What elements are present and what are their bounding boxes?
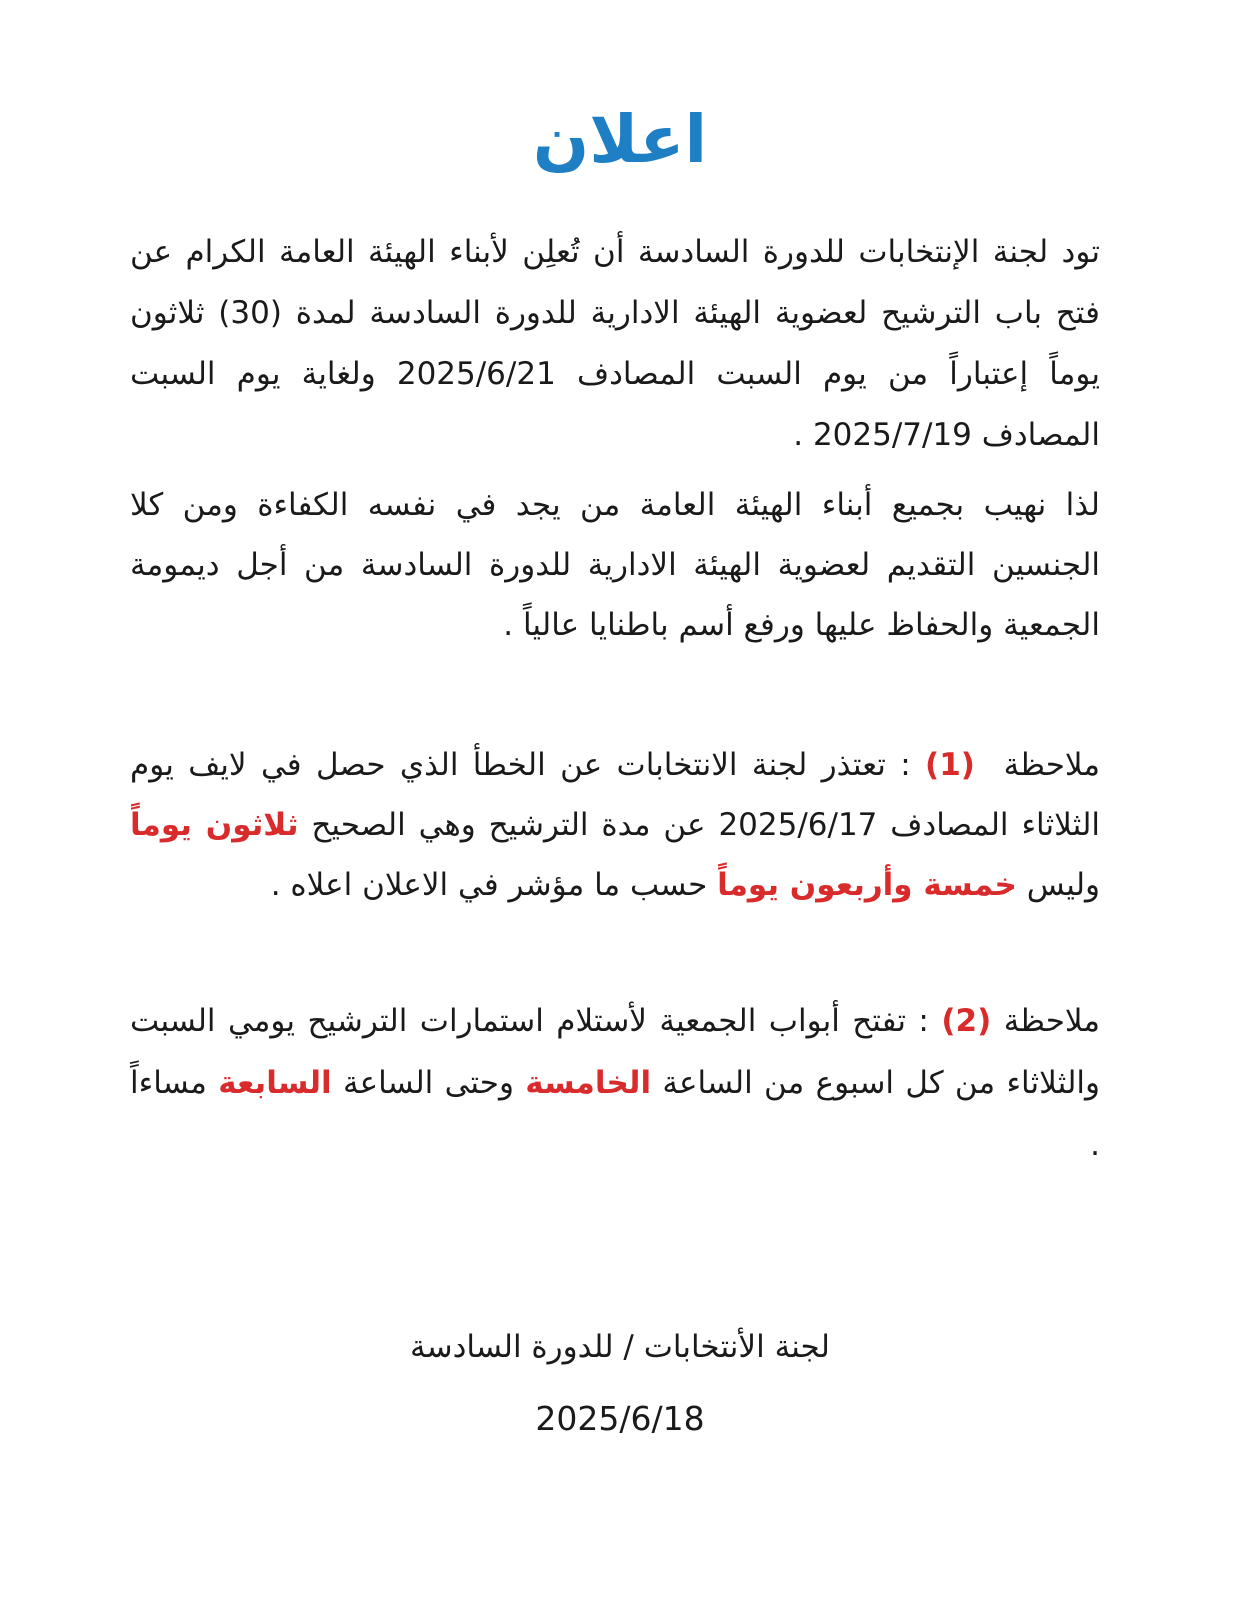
- note-2-text-b: وحتى الساعة: [342, 1065, 514, 1101]
- note-1-label: ملاحظة: [1003, 747, 1100, 783]
- note-1-text-a: : تعتذر لجنة الانتخابات عن الخطأ الذي حصل في لايف يوم الثلاثاء المصادف 2025/6/17 عن مدة الترشيح وهي الصحيح: [130, 747, 1100, 843]
- signature-date: 2025/6/18: [535, 1399, 705, 1438]
- note-1: [130, 735, 1100, 915]
- signature: لجنة الأنتخابات / للدورة السادسة: [410, 1329, 830, 1365]
- note-1-highlight-a: ثلاثون يوماً: [130, 807, 299, 843]
- note-1-text-b: وليس: [1026, 867, 1100, 903]
- note-2-highlight-b: السابعة: [218, 1065, 332, 1101]
- note-2-number: (2): [941, 1003, 992, 1039]
- note-2-label: ملاحظة: [1003, 1003, 1101, 1039]
- note-2-text-c: مساءاً .: [130, 1065, 1100, 1163]
- note-2-text-a: : تفتح أبواب الجمعية لأستلام استمارات الترشيح يومي السبت والثلاثاء من كل اسبوع من الساعة: [130, 1003, 1101, 1101]
- announcement-paragraph-1: تود لجنة الإنتخابات للدورة السادسة أن تُعلِن لأبناء الهيئة العامة الكرام عن فتح باب الترشيح لعضوية الهيئة الادارية للدورة السادسة لمدة (30) ثلاثون يوماً إعتباراً من يوم السبت المصادف 2025/6/21 ولغاية يوم السبت المصادف 2025/7/19 .: [130, 234, 1100, 453]
- note-1-number: (1): [925, 747, 975, 783]
- announcement-paragraph-2: لذا نهيب بجميع أبناء الهيئة العامة من يجد في نفسه الكفاءة ومن كلا الجنسين التقديم لعضوية الهيئة الادارية للدورة السادسة من أجل ديمومة الجمعية والحفاظ عليها ورفع أسم باطنايا عالياً .: [130, 487, 1100, 643]
- note-2-highlight-a: الخامسة: [525, 1065, 652, 1101]
- announcement-title: اعلان: [532, 101, 708, 178]
- note-1-highlight-b: خمسة وأربعون يوماً: [717, 867, 1017, 903]
- note-1-text-c: حسب ما مؤشر في الاعلان اعلاه .: [270, 867, 708, 903]
- note-2: [130, 990, 1100, 1176]
